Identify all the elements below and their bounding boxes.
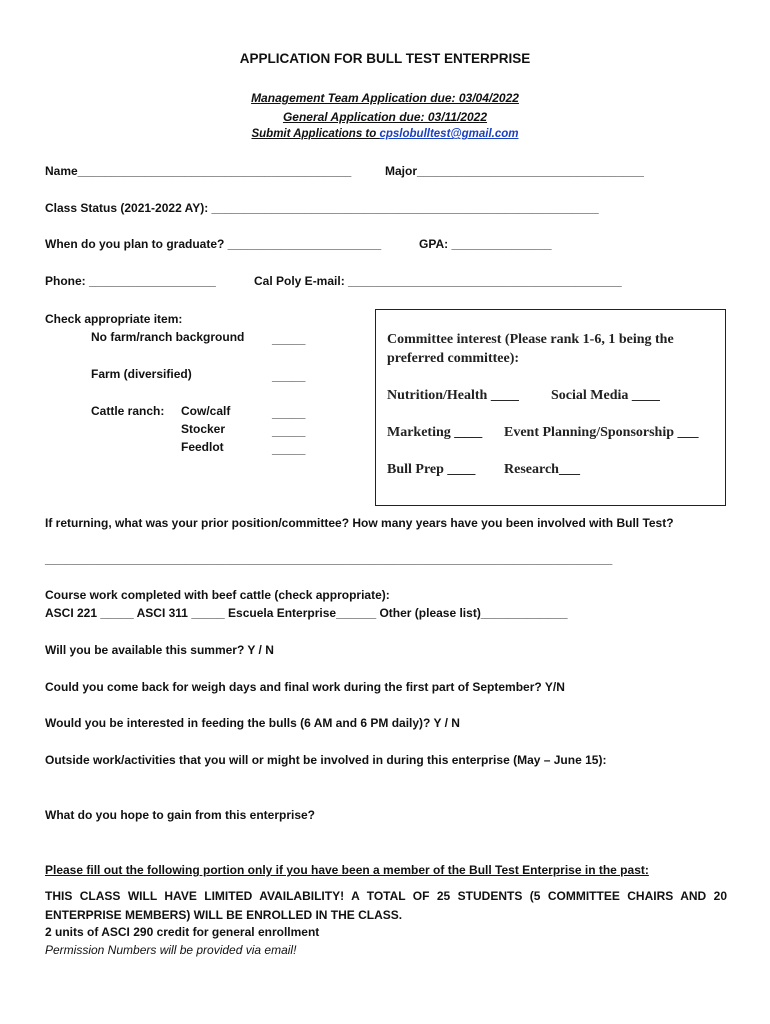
committee-marketing[interactable]: Marketing ____: [387, 425, 483, 440]
cow-calf-label: Cow/calf: [181, 404, 231, 418]
feeding-question[interactable]: Would you be interested in feeding the bulls (6 AM and 6 PM daily)? Y / N: [45, 716, 460, 730]
weigh-days-question[interactable]: Could you come back for weigh days and final work during the first part of September? Y/N: [45, 680, 565, 694]
committee-interest-box: [375, 309, 726, 506]
permission-note: Permission Numbers will be provided via email!: [45, 943, 297, 957]
management-due-date: Management Team Application due: 03/04/2022: [251, 91, 519, 105]
farm-blank[interactable]: _____: [272, 369, 306, 383]
summer-question[interactable]: Will you be available this summer? Y / N: [45, 643, 274, 657]
outside-work-question[interactable]: Outside work/activities that you will or might be involved in during this enterprise (May – June 15):: [45, 753, 607, 767]
past-member-note: Please fill out the following portion only if you have been a member of the Bull Test Enterprise in the past:: [45, 863, 649, 877]
check-item-heading: Check appropriate item:: [45, 312, 183, 326]
submit-line: [0, 128, 770, 140]
committee-social-media[interactable]: Social Media ____: [551, 388, 660, 403]
name-field[interactable]: Name_________________________________________: [45, 164, 352, 178]
class-status-field[interactable]: Class Status (2021-2022 AY): __________________________________________________________: [45, 201, 599, 215]
major-field[interactable]: Major__________________________________: [385, 164, 644, 178]
submit-prefix: Submit Applications to: [251, 128, 380, 140]
coursework-line[interactable]: ASCI 221 _____ ASCI 311 _____ Escuela Enterprise______ Other (please list)_____________: [45, 606, 568, 620]
gain-question[interactable]: What do you hope to gain from this enterprise?: [45, 808, 316, 822]
feedlot-blank[interactable]: _____: [272, 442, 306, 456]
committee-heading-line2: preferred committee):: [387, 351, 520, 366]
units-note: 2 units of ASCI 290 credit for general enrollment: [45, 925, 320, 939]
stocker-label: Stocker: [181, 422, 226, 436]
committee-bull-prep[interactable]: Bull Prep ____: [387, 462, 476, 477]
no-farm-label: No farm/ranch background: [91, 330, 245, 344]
stocker-blank[interactable]: _____: [272, 424, 306, 438]
general-due-date: General Application due: 03/11/2022: [282, 110, 488, 124]
returning-question: If returning, what was your prior position/committee? How many years have you been involved with Bull Test?: [45, 516, 674, 530]
farm-label: Farm (diversified): [91, 367, 192, 381]
page-title: APPLICATION FOR BULL TEST ENTERPRISE: [239, 51, 531, 66]
committee-nutrition[interactable]: Nutrition/Health ____: [387, 388, 519, 403]
coursework-heading: Course work completed with beef cattle (check appropriate):: [45, 588, 390, 602]
limited-availability: THIS CLASS WILL HAVE LIMITED AVAILABILITY! A TOTAL OF 25 STUDENTS (5 COMMITTEE CHAIRS AND 20 ENTERPRISE MEMBERS) WILL BE ENROLLED IN THE CLASS.: [45, 889, 727, 922]
committee-heading-line1: Committee interest (Please rank 1-6, 1 being the: [387, 332, 674, 347]
feedlot-label: Feedlot: [181, 440, 224, 454]
graduate-field[interactable]: When do you plan to graduate? _______________________: [45, 237, 382, 251]
committee-research[interactable]: Research___: [504, 462, 580, 477]
committee-event-planning[interactable]: Event Planning/Sponsorship ___: [504, 425, 699, 440]
email-field[interactable]: Cal Poly E-mail: _________________________________________: [254, 274, 622, 288]
cattle-ranch-label: Cattle ranch:: [91, 404, 165, 418]
cow-calf-blank[interactable]: _____: [272, 406, 306, 420]
phone-field[interactable]: Phone: ___________________: [45, 274, 216, 288]
submit-email-link[interactable]: cpslobulltest@gmail.com: [379, 128, 519, 140]
no-farm-blank[interactable]: _____: [272, 332, 306, 346]
gpa-field[interactable]: GPA: _______________: [419, 237, 552, 251]
returning-blank[interactable]: _____________________________________________________________________________________: [45, 552, 613, 566]
